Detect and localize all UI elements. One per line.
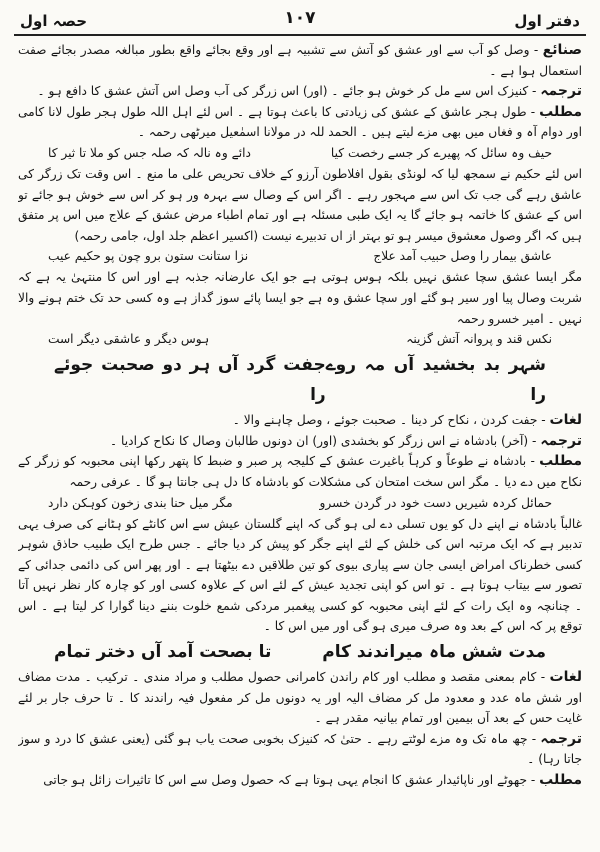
header-part: حصہ اول [20,12,88,30]
section-label: مطلب [539,453,582,470]
paragraph-text: - طول ہجر عاشق کے عشق کی زیادتی کا باعث ہوتا ہے ۔ اس لئے اہل اللہ طول ہجر طول لانا کامی اور دوام آہ و فغاں میں بھی مزے لیتے ہیں ۔ الحمد للہ در مولانا اسمٰعیل میرٹھی رحمہ ۔ [18,104,582,140]
hemistich: شہر بد بخشید آں مہ روے را [325,355,546,406]
section-label: مطلب [539,103,582,120]
paragraph [18,267,582,329]
section-label: صنائع [542,42,582,58]
paragraph [18,729,582,770]
paragraph-text: - کام بمعنی مقصد و مطلب اور کام راندن کامرانی حصول مطلب و مراد مندی ۔ ترکیب ۔ مدت مضاف اور شش ماہ عدد و معدود مل کر مضاف الیہ اور یہ دونوں مل کر مفعول فیہ راندند کا ۔ تا حرف جار بر لئے غایت حس کے بعد آں بیمین اور تمام بیانیہ مقدر ہے ۔ [18,670,582,726]
quoted-couplet [18,493,582,514]
header-volume: دفتر اول [514,12,580,30]
paragraph [18,451,582,492]
section-label: ترجمہ [540,83,582,100]
hemistich: حیف وہ سائل کہ پھیرے کر جسے رخصت کیا [330,145,552,160]
hemistich: نزا ستانت ستون برو چون پو حکیم عیب [48,249,249,264]
hemistich: جفت گرد آں ہر دو صحبت جوئے را [54,355,326,406]
section-label: ترجمہ [540,730,582,747]
hemistich: دائے وہ نالہ کہ صلہ جس کو ملا تا ثیر کا [48,145,251,160]
page-number: ۱۰۷ [284,8,316,28]
paragraph [18,431,582,452]
hemistich: مگر میل حنا بندی زخون کوہکن دارد [48,495,233,510]
commentary-text [18,40,582,846]
paragraph [18,667,582,729]
paragraph [18,410,582,431]
paragraph [18,81,582,102]
running-header [20,8,580,34]
paragraph [18,514,582,638]
section-label: لغات [549,412,582,429]
section-label: مطلب [539,772,582,789]
paragraph-text: - (آخر) بادشاہ نے اس زرگر کو بخشدی (اور) ان دونوں طالبان وصال کا نکاح کرادیا ۔ [110,433,541,448]
paragraph-text: - جفت کردن ، نکاح کر دینا ۔ صحبت جوئے ، وصل چاہنے والا ۔ [232,413,550,428]
paragraph [18,770,582,791]
quoted-couplet [18,246,582,267]
paragraph-text: اس لئے حکیم نے سمجھ لیا کہ لونڈی بقول افلاطون آرزو کے خلاف تحریص علی ما منع ۔ اس وقت تک زرگر کی عاشق رہے گی جب تک اس سے مہجور رہے ۔ اگر اس کے وصال سے بہرہ ور ہو کر اس سے خوش ہو جائے تو اس کے عشق کا خاتمہ ہو جائے گا یہ ایک طبی مسئلہ ہے اور تمام اطباء مرض عشق کے علاج میں اس پر متفق ہیں کہ اگر وصول معشوق میسر ہو تو بہتر از اں تدبیرے نیست (اکسیر اعظم جلد اول، جامی رحمہ) [18,166,582,243]
hemistich: حمائل کردہ شیریں دست خود در گردن خسرو [319,495,552,510]
paragraph-text: - وصل کو آب سے اور عشق کو آتش سے تشبیہ ہے اور وقع بجائے واقع بطور مبالغہ مصدر بجائے صفت استعمال ہوا ہے ۔ [18,43,582,78]
paragraph-text: - جھوٹے اور ناپائیدار عشق کا انجام یہی ہوتا ہے کہ حصول وصل سے اس کا تاثیرات زائل ہو جاتی [43,773,540,788]
hemistich: ہوس دیگر و عاشقی دیگر است [48,332,210,347]
paragraph [18,164,582,246]
quoted-couplet [18,329,582,350]
masnavi-couplet [18,350,582,410]
quoted-couplet [18,143,582,164]
hemistich: مدت شش ماہ میراندند کام [322,642,546,663]
hemistich: نکس قند و پروانہ آتش گزینہ [406,332,552,347]
paragraph-text: - چھ ماہ تک وہ مزے لوٹتے رہے ۔ حتیٰ کہ کنیزک بخوبی صحت یاب ہو گئی (یعنی عشق کا درد و سوز جاتا رہا) ۔ [18,731,582,767]
paragraph [18,40,582,81]
paragraph-text: مگر ایسا عشق سچا عشق نہیں بلکہ ہوس ہوتی ہے جو ایک عارضانہ جذبہ ہے اور اس کا منتہیٰ یہ ہے کہ شربت وصال پیا اور سیر ہو گئے اور سچا عشق وہ ہے جو ایسا پائے سوز گداز ہے وہ کسی حد تک ختم ہونے والا نہیں ۔ امیر خسرو رحمہ [18,270,582,326]
masnavi-couplet [18,637,582,667]
paragraph-text: غالباً بادشاہ نے اپنے دل کو یوں تسلی دے لی ہو گی کہ اپنے گلستان عیش سے اس کانٹے کو ہٹانے کی صرف یہی تدبیر ہے کہ ایک مرتبہ اس کی خلش کے لئے اپنے جگر کو پیش کر دیا جائے ۔ جس طرح ایک طبیب حاذق شوہر کسی خطرناک امراض ایسی جان سے پیاری بیوی کو تین طلاقیں دے بیٹھتا ہے ۔ اور پھر اس کی دائمی جدائی کے تصور سے بیتاب ہوتا ہے ۔ تو اس کو اپنی تجدید عیش کے لئے اس کے علاوہ کسی اور کو چارہ کار نظر نہیں آتا ۔ چنانچہ وہ ایک رات کے لئے اپنی محبوبہ کو کسی پیغمبر مردکی شمع خلوت بننے دینا گوارا کر لیتا ہے ۔ اس توقع پر کہ اس کے بعد وہ صرف میری ہو گی اور میں اس کا ۔ [18,516,582,634]
section-label: لغات [549,669,582,686]
hemistich: عاشق بیمار را وصل حبیب آمد علاج [373,249,552,264]
paragraph-text: - کنیزک اس سے مل کر خوش ہو جائے ۔ (اور) اس زرگر کی آب وصل اس آتش عشق کا دافع ہو ۔ [37,84,541,99]
paragraph-text: - بادشاہ نے طوعاً و کرہاً باغیرت عشق کے کلیجہ پر صبر و ضبط کا پتھر رکھا اپنی محبوبہ کو زرگر کے نکاح میں دے دیا ۔ مگر اس سخت امتحان کی مشکلات کو بادشاہ کا دل ہی جانتا ہو گا ۔ عرفی رحمہ [18,454,582,489]
header-rule [14,34,586,36]
section-label: ترجمہ [540,432,582,449]
paragraph [18,102,582,143]
hemistich: تا بصحت آمد آں دختر تمام [54,642,272,663]
